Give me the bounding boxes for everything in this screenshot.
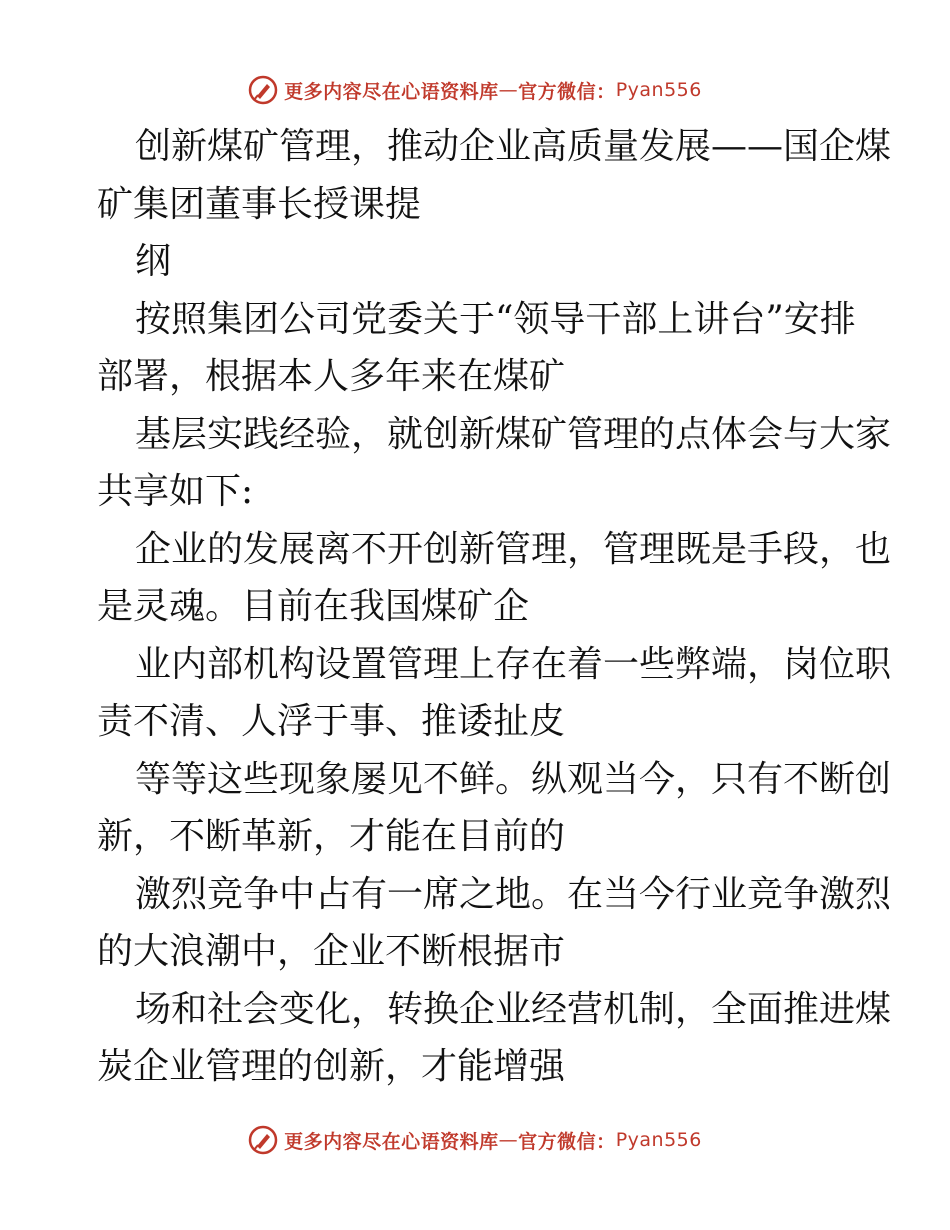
paragraph-line: 激烈竞争中占有一席之地。在当今行业竞争激烈 <box>135 873 892 915</box>
watermark-site-text: 更多内容尽在心语资料库 <box>284 1130 499 1153</box>
watermark-wechat-id: Pyan556 <box>615 79 702 101</box>
paragraph <box>97 981 892 1096</box>
paragraph-line: 纲 <box>135 241 172 282</box>
watermark-wechat-id: Pyan556 <box>615 1129 702 1151</box>
footer-watermark <box>0 1120 950 1160</box>
paragraph-line: 按照集团公司党委关于“领导干部上讲台”安排 <box>135 298 856 340</box>
document-body <box>97 118 892 1096</box>
paragraph-line: 创新煤矿管理，推动企业高质量发展——国企煤 <box>135 126 892 167</box>
paragraph-line: 矿集团董事长授课提 <box>97 183 422 225</box>
header-watermark <box>0 70 950 110</box>
pen-nib-logo-icon <box>248 1125 278 1155</box>
paragraph <box>97 118 892 233</box>
paragraph-line: 的大浪潮中，企业不断根据市 <box>97 931 566 972</box>
paragraph-line: 部署，根据本人多年来在煤矿 <box>97 356 566 397</box>
paragraph-line: 场和社会变化，转换企业经营机制，全面推进煤 <box>135 988 892 1030</box>
paragraph <box>97 291 857 406</box>
paragraph-line: 业内部机构设置管理上存在着一些弊端，岗位职 <box>135 643 892 685</box>
paragraph-line: 炭企业管理的创新，才能增强 <box>97 1046 566 1087</box>
watermark-separator: — <box>498 1129 519 1151</box>
paragraph-line: 是灵魂。目前在我国煤矿企 <box>97 586 530 627</box>
paragraph <box>97 866 892 981</box>
paragraph-line: 责不清、人浮于事、推诿扯皮 <box>97 701 566 742</box>
paragraph-line: 等等这些现象屡见不鲜。纵观当今，只有不断创 <box>135 758 892 800</box>
watermark-official-label: 官方微信： <box>518 80 616 103</box>
paragraph <box>97 751 892 866</box>
paragraph <box>97 521 892 636</box>
paragraph-line: 共享如下: <box>97 471 254 512</box>
paragraph <box>97 233 857 291</box>
paragraph <box>97 406 892 521</box>
pen-nib-logo-icon <box>248 75 278 105</box>
watermark-site-text: 更多内容尽在心语资料库 <box>284 80 499 103</box>
watermark-official-label: 官方微信： <box>518 1130 616 1153</box>
paragraph-line: 新，不断革新，才能在目前的 <box>97 816 566 857</box>
paragraph-line: 企业的发展离不开创新管理，管理既是手段，也 <box>135 528 892 570</box>
watermark-separator: — <box>498 79 519 101</box>
paragraph <box>97 636 892 751</box>
paragraph-line: 基层实践经验，就创新煤矿管理的点体会与大家 <box>135 413 892 455</box>
